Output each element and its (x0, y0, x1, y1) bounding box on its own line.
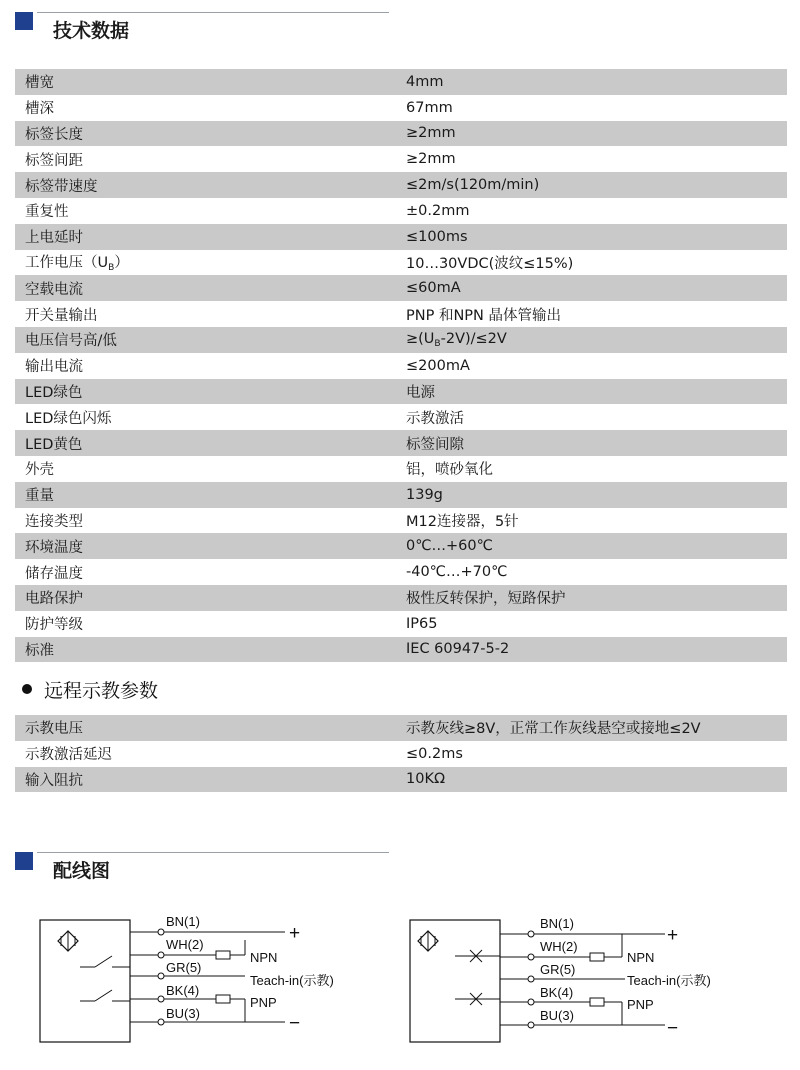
table-row (15, 585, 787, 611)
spec-value: ≥2mm (406, 125, 456, 142)
spec-value: 极性反转保护，短路保护 (406, 591, 566, 608)
wire-label-gr: GR(5) (166, 960, 202, 975)
npn-label: NPN (627, 950, 655, 965)
spec-value: $\ge(U_B-2V)/\le 2V$ (406, 330, 507, 349)
section-title: 技术数据 (53, 20, 130, 42)
wiring-diagram-svg (30, 900, 360, 1050)
spec-label: 示教激活延迟 (25, 747, 112, 764)
table-row (15, 172, 787, 198)
spec-value: 电源 (406, 384, 435, 401)
section-title: 配线图 (53, 860, 111, 882)
spec-value: 10KΩ (406, 771, 446, 788)
spec-table (15, 69, 787, 662)
spec-value: ±0.2mm (406, 202, 470, 219)
spec-value: -40℃…+70℃ (406, 564, 508, 581)
table-row (15, 767, 787, 793)
wire-label-bu: BU(3) (540, 1008, 574, 1023)
wire-label-gr: GR(5) (540, 962, 576, 977)
spec-value: ≤100ms (406, 228, 468, 245)
section-marker (15, 852, 33, 870)
spec-label: LED绿色闪烁 (25, 410, 112, 427)
spec-label: 输入阻抗 (25, 772, 83, 789)
section-rule (37, 852, 389, 853)
table-row (15, 121, 787, 147)
table-row (15, 198, 787, 224)
spec-label: 重复性 (25, 204, 69, 221)
spec-value: 标签间隙 (406, 436, 464, 453)
section-rule (37, 12, 389, 13)
spec-value: 示教灰线≥8V，正常工作灰线悬空或接地≤2V (406, 721, 701, 738)
minus-label: − (289, 1013, 301, 1034)
spec-value: 铝，喷砂氧化 (406, 462, 493, 479)
spec-value: 10…30VDC(波纹≤15%) (406, 255, 574, 272)
wire-label-bn: BN(1) (540, 916, 574, 931)
spec-label: LED黄色 (25, 436, 83, 453)
spec-value: IEC 60947-5-2 (406, 641, 510, 658)
spec-value: ≤60mA (406, 280, 461, 297)
spec-value: ≥2mm (406, 151, 456, 168)
table-row (15, 482, 787, 508)
wire-label-bk: BK(4) (540, 985, 574, 1000)
transistor-output-icon (455, 950, 500, 962)
spec-value: 示教激活 (406, 410, 464, 427)
spec-label: 重量 (25, 488, 54, 505)
spec-label: LED绿色 (25, 384, 83, 401)
spec-label: 输出电流 (25, 359, 83, 376)
spec-value: IP65 (406, 615, 438, 632)
spec-label: 标签带速度 (25, 178, 98, 195)
table-row (15, 327, 787, 353)
wire-label-wh: WH(2) (166, 937, 204, 952)
wire-label-bu: BU(3) (166, 1006, 200, 1021)
pnp-label: PNP (250, 995, 277, 1010)
plus-label: + (667, 925, 679, 946)
table-row (15, 275, 787, 301)
spec-value: 0℃…+60℃ (406, 538, 493, 555)
table-row (15, 146, 787, 172)
table-row (15, 69, 787, 95)
spec-label: 环境温度 (25, 539, 83, 556)
wiring-diagram-switch (30, 900, 360, 1054)
spec-value: ≤2m/s(120m/min) (406, 177, 540, 194)
section-title: 远程示教参数 (44, 680, 159, 702)
spec-label: 开关量输出 (25, 307, 98, 324)
spec-label: 外壳 (25, 462, 54, 479)
wiring-diagram-svg (400, 900, 740, 1050)
spec-label: 标准 (25, 642, 54, 659)
table-row (15, 456, 787, 482)
spec-label: 示教电压 (25, 721, 83, 738)
table-row (15, 95, 787, 121)
spec-value: ≤0.2ms (406, 745, 463, 762)
teach-label: Teach-in(示教) (627, 973, 711, 988)
plus-label: + (289, 923, 301, 944)
bullet-icon (22, 684, 32, 694)
spec-label: 工作电压$(U_B)$ (25, 255, 129, 274)
table-row (15, 250, 787, 276)
spec-label: 槽深 (25, 101, 54, 118)
teach-label: Teach-in(示教) (250, 973, 334, 988)
spec-value: PNP 和NPN 晶体管输出 (406, 307, 561, 324)
wire-label-bk: BK(4) (166, 983, 200, 998)
section-marker (15, 12, 33, 30)
minus-label: − (667, 1018, 679, 1039)
spec-value: 139g (406, 486, 443, 503)
spec-label: 防护等级 (25, 617, 83, 634)
transistor-output-icon (455, 993, 500, 1005)
table-row (15, 224, 787, 250)
npn-label: NPN (250, 950, 278, 965)
table-row (15, 353, 787, 379)
table-row (15, 559, 787, 585)
table-row (15, 715, 787, 741)
spec-label: 电压信号高/低 (25, 333, 117, 350)
table-row (15, 404, 787, 430)
spec-value: 4mm (406, 73, 444, 90)
table-row (15, 379, 787, 405)
switch-contact-icon (80, 990, 130, 1001)
section-header-remote-teach (22, 676, 158, 703)
wiring-diagram-transistor (400, 900, 740, 1054)
table-row (15, 741, 787, 767)
teach-table (15, 715, 787, 792)
spec-label: 标签长度 (25, 126, 83, 143)
wire-label-bn: BN(1) (166, 914, 200, 929)
table-row (15, 611, 787, 637)
spec-label: 空载电流 (25, 281, 83, 298)
switch-contact-icon (80, 956, 130, 967)
sensor-symbol-icon (58, 931, 78, 951)
table-row (15, 301, 787, 327)
spec-label: 储存温度 (25, 565, 83, 582)
spec-label: 槽宽 (25, 75, 54, 92)
spec-value: 67mm (406, 99, 453, 116)
spec-label: 标签间距 (25, 152, 83, 169)
table-row (15, 430, 787, 456)
sensor-symbol-icon (418, 931, 438, 951)
spec-value: ≤200mA (406, 357, 470, 374)
spec-label: 电路保护 (25, 591, 83, 608)
wire-label-wh: WH(2) (540, 939, 578, 954)
table-row (15, 533, 787, 559)
pnp-label: PNP (627, 997, 654, 1012)
spec-label: 连接类型 (25, 513, 83, 530)
table-row (15, 508, 787, 534)
table-row (15, 637, 787, 663)
spec-value: M12连接器，5针 (406, 513, 519, 530)
spec-label: 上电延时 (25, 230, 83, 247)
